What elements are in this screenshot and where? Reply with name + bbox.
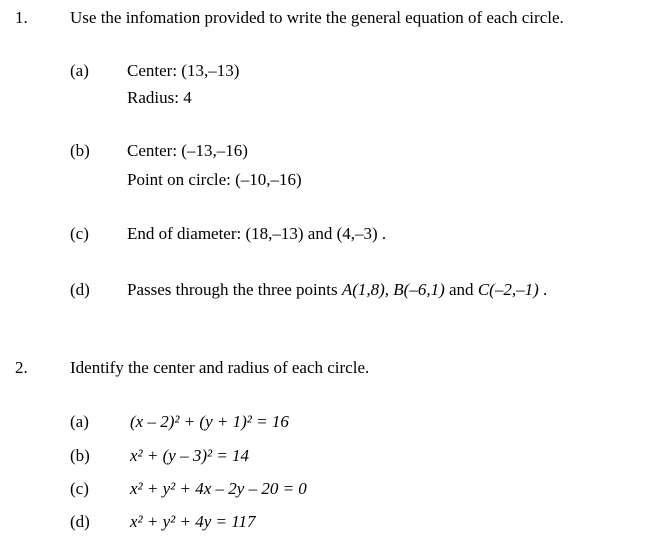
question-2-prompt: Identify the center and radius of each circle. xyxy=(70,358,370,377)
q2-part-d-label: (d) xyxy=(70,512,90,531)
q1-part-d-text xyxy=(127,280,547,300)
q1-part-a-center: Center: (13,–13) xyxy=(127,61,240,80)
q2-part-b-equation: x² + (y – 3)² = 14 xyxy=(130,446,250,465)
q2-part-a-label: (a) xyxy=(70,412,89,431)
q1-part-b-label: (b) xyxy=(70,141,90,160)
q1-part-a-radius: Radius: 4 xyxy=(127,88,192,107)
q1-part-d-point-c: C(–2,–1) xyxy=(477,280,539,299)
question-1-number: 1. xyxy=(15,8,28,27)
q1-part-d-intro: Passes through the three points xyxy=(127,280,342,299)
q2-part-d-equation: x² + y² + 4y = 117 xyxy=(130,512,256,531)
q1-part-c-text: End of diameter: (18,–13) and (4,–3) . xyxy=(127,224,387,243)
q1-part-b-center: Center: (–13,–16) xyxy=(127,141,248,160)
q2-part-c-equation: x² + y² + 4x – 2y – 20 = 0 xyxy=(130,479,307,498)
q2-part-c-label: (c) xyxy=(70,479,89,498)
q1-part-d-label: (d) xyxy=(70,280,90,299)
q1-part-d-end: . xyxy=(538,280,548,299)
q2-part-b-label: (b) xyxy=(70,446,90,465)
question-2-number: 2. xyxy=(15,358,28,377)
question-1-prompt: Use the infomation provided to write the general equation of each circle. xyxy=(70,8,564,27)
q2-part-a-equation: (x – 2)² + (y + 1)² = 16 xyxy=(130,412,289,431)
q1-part-b-point: Point on circle: (–10,–16) xyxy=(127,170,302,189)
q1-part-d-and: and xyxy=(444,280,478,299)
q1-part-a-label: (a) xyxy=(70,61,89,80)
q1-part-d-points: A(1,8), B(–6,1) xyxy=(341,280,445,299)
q1-part-c-label: (c) xyxy=(70,224,89,243)
